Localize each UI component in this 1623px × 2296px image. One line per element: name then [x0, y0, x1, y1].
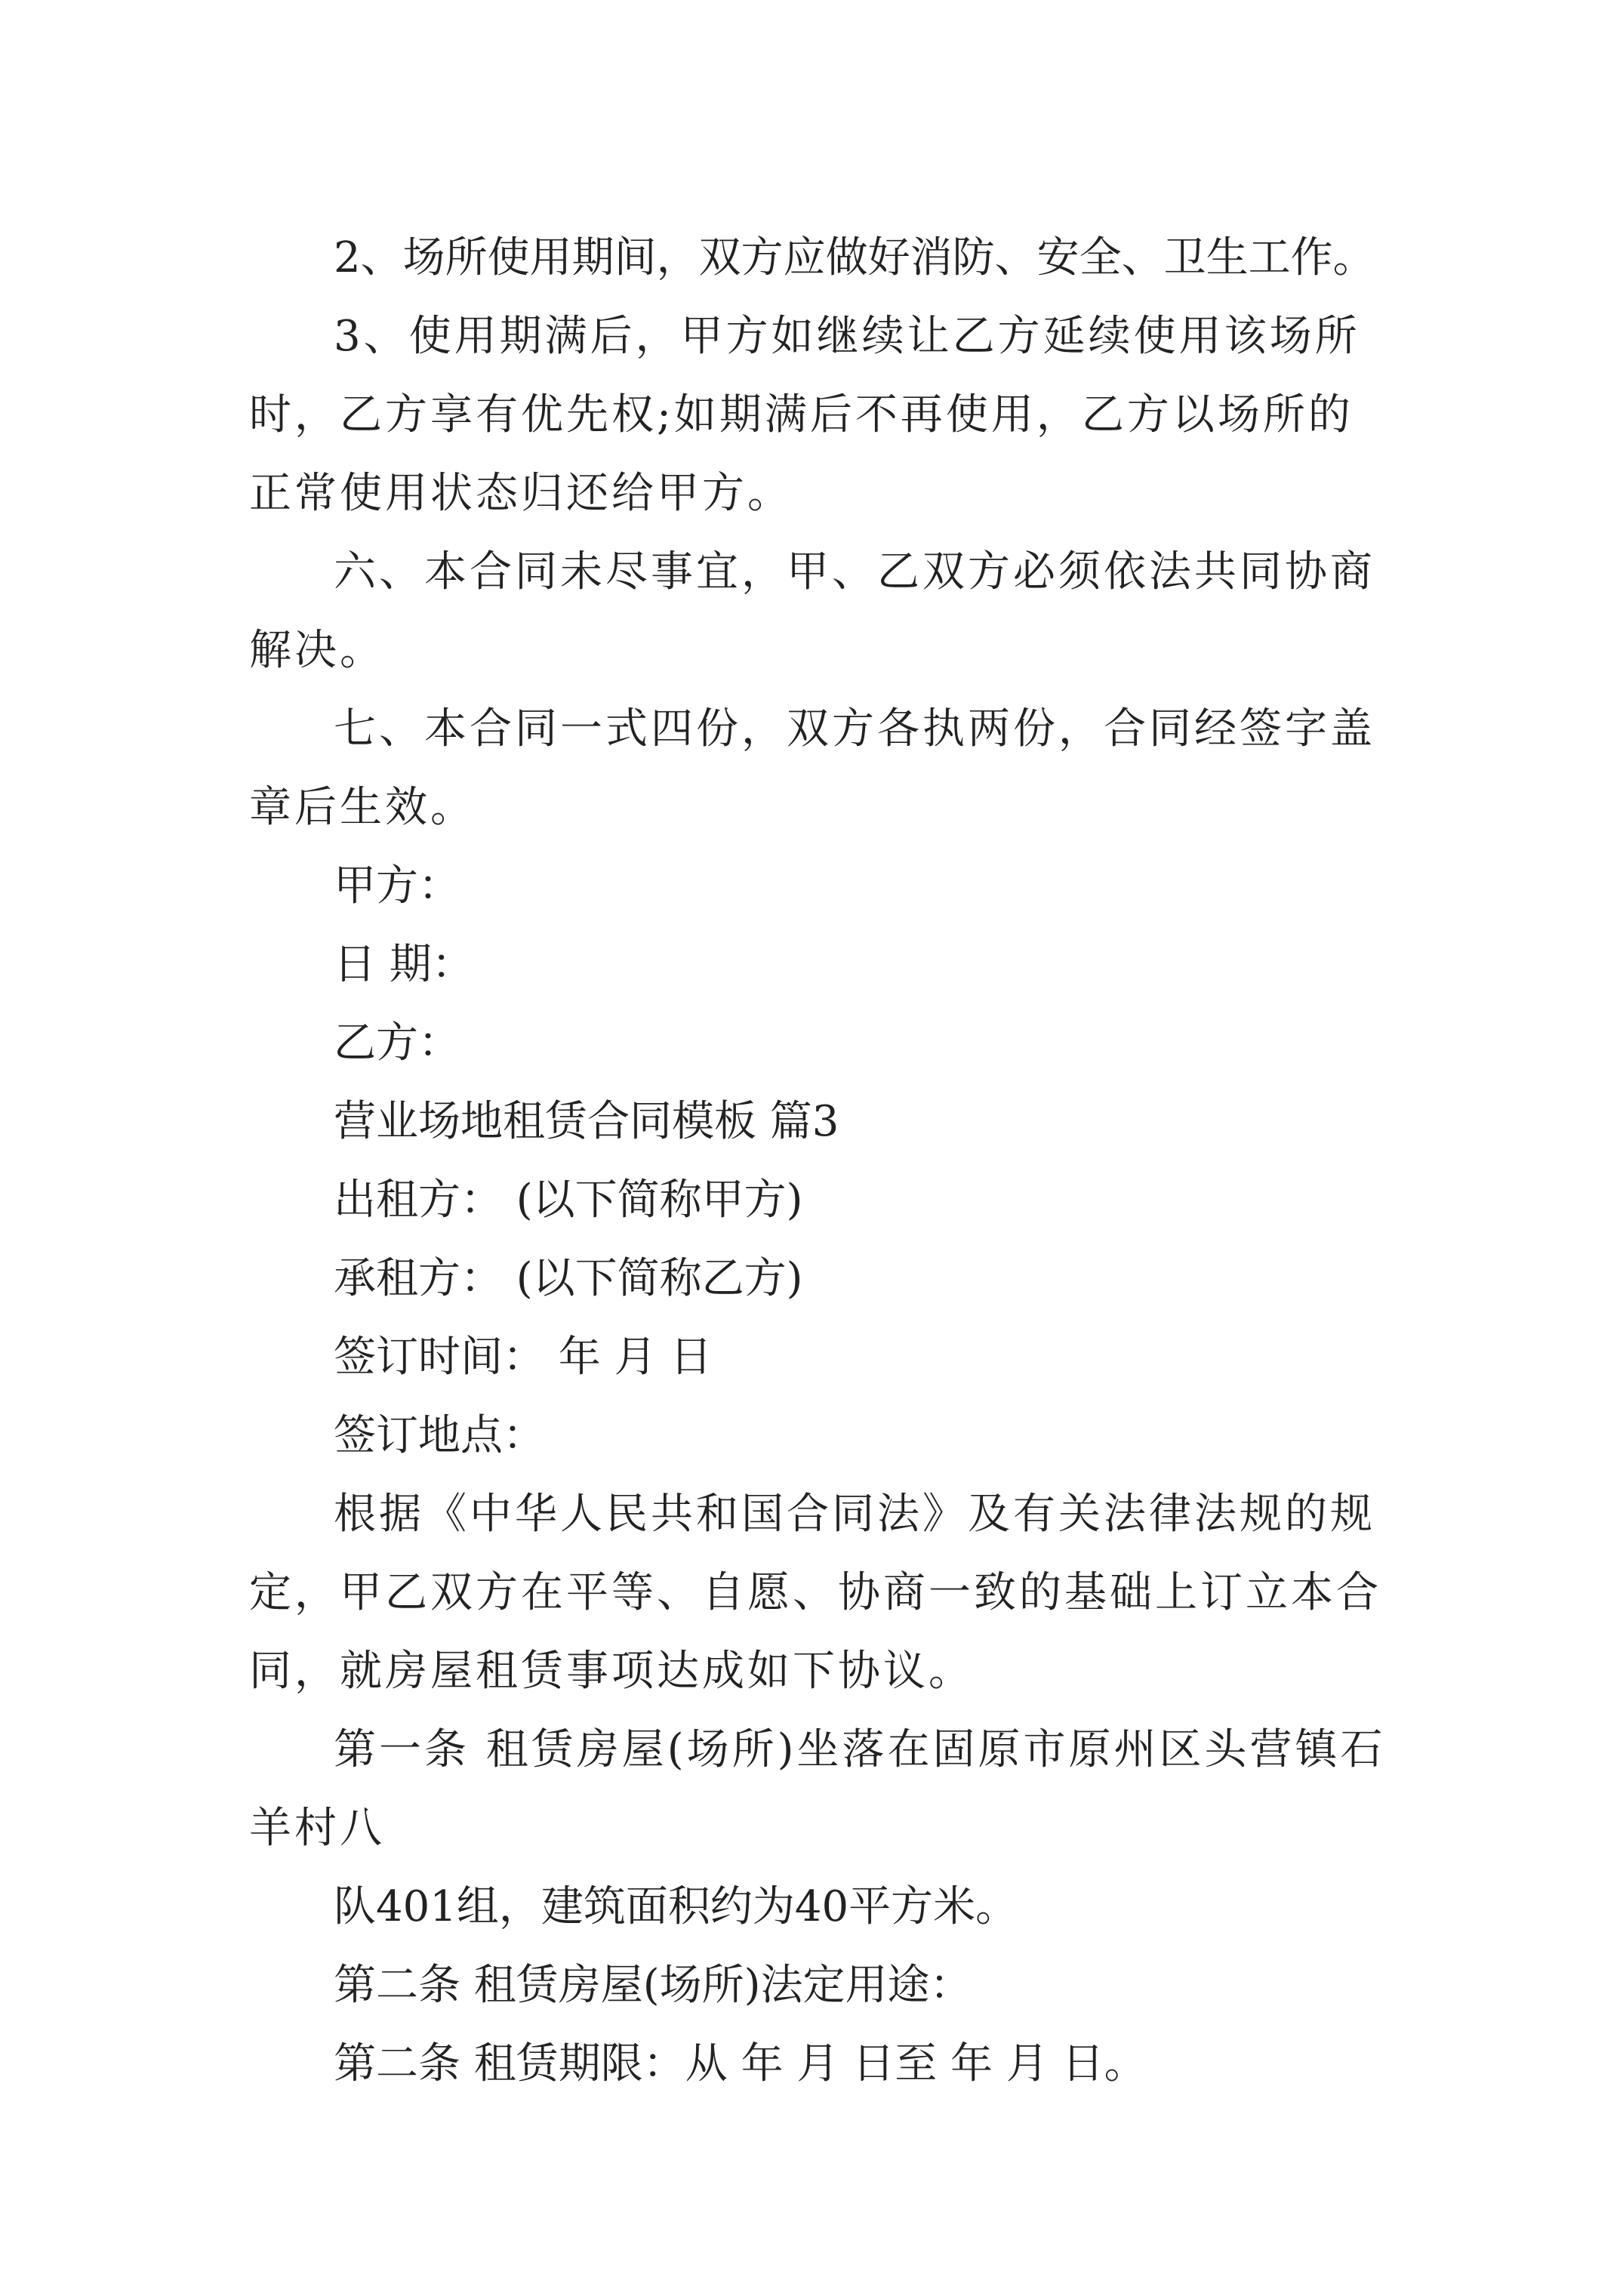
signing-time-label: 签订时间： 年 月 日: [334, 1333, 713, 1382]
article-1-area: 队401组，建筑面积约为40平方米。: [334, 1882, 1018, 1931]
article-2-usage: 第二条 租赁房屋(场所)法定用途：: [334, 1961, 972, 2010]
document-body: [249, 219, 1397, 2103]
signing-place-label: 签订地点：: [334, 1411, 545, 1460]
article-1-location: 第一条 租赁房屋(场所)坐落在固原市原州区头营镇石羊村八: [249, 1725, 1386, 1853]
date-label: 日 期：: [334, 940, 474, 989]
section-title: 营业场地租赁合同模板 篇3: [334, 1097, 839, 1146]
paragraph-legal-basis: 根据《中华人民共和国合同法》及有关法律法规的规定，甲乙双方在平等、自愿、协商一致的基础上订立本合同，就房屋租赁事项达成如下协议。: [249, 1490, 1381, 1696]
paragraph-venue-safety: 2、场所使用期间，双方应做好消防、安全、卫生工作。: [334, 233, 1375, 282]
lessor-label: 出租方： (以下简称甲方): [334, 1176, 803, 1225]
lessee-label: 承租方： (以下简称乙方): [334, 1254, 803, 1303]
paragraph-copies-effective: 七、本合同一式四份，双方各执两份，合同经签字盖章后生效。: [249, 704, 1375, 832]
article-2-term: 第二条 租赁期限：从 年 月 日至 年 月 日。: [334, 2039, 1147, 2088]
party-a-label: 甲方：: [334, 861, 460, 911]
paragraph-unresolved-matters: 六、本合同未尽事宜，甲、乙双方必须依法共同协商解决。: [249, 547, 1375, 675]
party-b-label: 乙方：: [334, 1019, 460, 1068]
paragraph-priority-right: 3、使用期满后，甲方如继续让乙方延续使用该场所时，乙方享有优先权;如期满后不再使用，乙方以场所的正常使用状态归还给甲方。: [249, 312, 1360, 518]
